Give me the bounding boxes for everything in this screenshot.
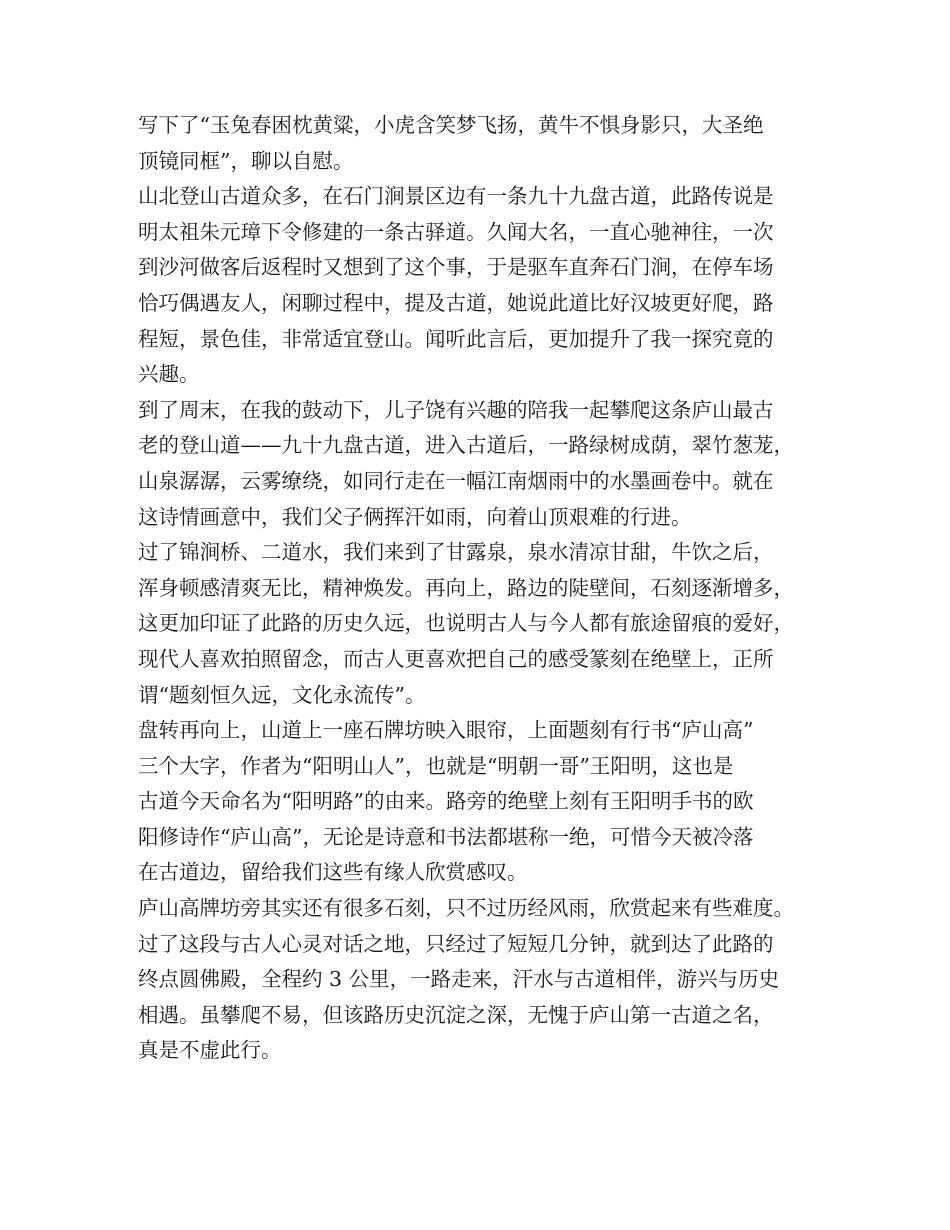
text-line: 浑身顿感清爽无比，精神焕发。再向上，路边的陡壁间，石刻逐渐增多，	[138, 575, 794, 600]
text-line: 真是不虚此行。	[138, 1038, 282, 1063]
text-line: 终点圆佛殿，全程约 3 公里，一路走来，汗水与古道相伴，游兴与历史	[138, 967, 780, 992]
text-line: 谓“题刻恒久远，文化永流传”。	[138, 682, 426, 707]
text-line: 程短，景色佳，非常适宜登山。闻听此言后，更加提升了我一探究竟的	[138, 326, 774, 351]
text-line: 庐山高牌坊旁其实还有很多石刻，只不过历经风雨，欣赏起来有些难度。	[138, 896, 794, 921]
text-line: 现代人喜欢拍照留念，而古人更喜欢把自己的感受篆刻在绝壁上，正所	[138, 646, 774, 671]
text-line: 恰巧偶遇友人，闲聊过程中，提及古道，她说此道比好汉坡更好爬，路	[138, 290, 774, 315]
text-line: 相遇。虽攀爬不易，但该路历史沉淀之深，无愧于庐山第一古道之名，	[138, 1002, 774, 1027]
text-line: 兴趣。	[138, 362, 200, 387]
text-line: 过了这段与古人心灵对话之地，只经过了短短几分钟，就到达了此路的	[138, 931, 774, 956]
text-line: 盘转再向上，山道上一座石牌坊映入眼帘，上面题刻有行书“庐山高”	[138, 718, 754, 743]
text-line: 三个大字，作者为“阳明山人”，也就是“明朝一哥”王阳明，这也是	[138, 753, 734, 778]
text-line: 到了周末，在我的鼓动下，儿子饶有兴趣的陪我一起攀爬这条庐山最古	[138, 397, 774, 422]
text-line: 过了锦涧桥、二道水，我们来到了甘露泉，泉水清凉甘甜，牛饮之后，	[138, 540, 774, 565]
text-line: 山北登山古道众多，在石门涧景区边有一条九十九盘古道，此路传说是	[138, 184, 774, 209]
text-line: 在古道边，留给我们这些有缘人欣赏感叹。	[138, 860, 528, 885]
text-line: 到沙河做客后返程时又想到了这个事，于是驱车直奔石门涧，在停车场	[138, 255, 774, 280]
text-line: 这诗情画意中，我们父子俩挥汗如雨，向着山顶艰难的行进。	[138, 504, 692, 529]
text-line: 明太祖朱元璋下令修建的一条古驿道。久闻大名，一直心驰神往，一次	[138, 219, 774, 244]
text-line: 阳修诗作“庐山高”，无论是诗意和书法都堪称一绝，可惜今天被冷落	[138, 824, 754, 849]
text-line: 古道今天命名为“阳明路”的由来。路旁的绝壁上刻有王阳明手书的欧	[138, 789, 754, 814]
article-body	[138, 108, 828, 1069]
text-line: 写下了“玉兔春困枕黄粱，小虎含笑梦飞扬，黄牛不惧身影只，大圣绝	[138, 113, 764, 137]
text-line: 山泉潺潺，云雾缭绕，如同行走在一幅江南烟雨中的水墨画卷中。就在	[138, 468, 774, 493]
text-line: 老的登山道——九十九盘古道，进入古道后，一路绿树成荫，翠竹葱茏，	[138, 433, 794, 458]
text-line: 这更加印证了此路的历史久远，也说明古人与今人都有旅途留痕的爱好，	[138, 611, 794, 636]
text-line: 顶镜同框”，聊以自慰。	[138, 148, 354, 173]
